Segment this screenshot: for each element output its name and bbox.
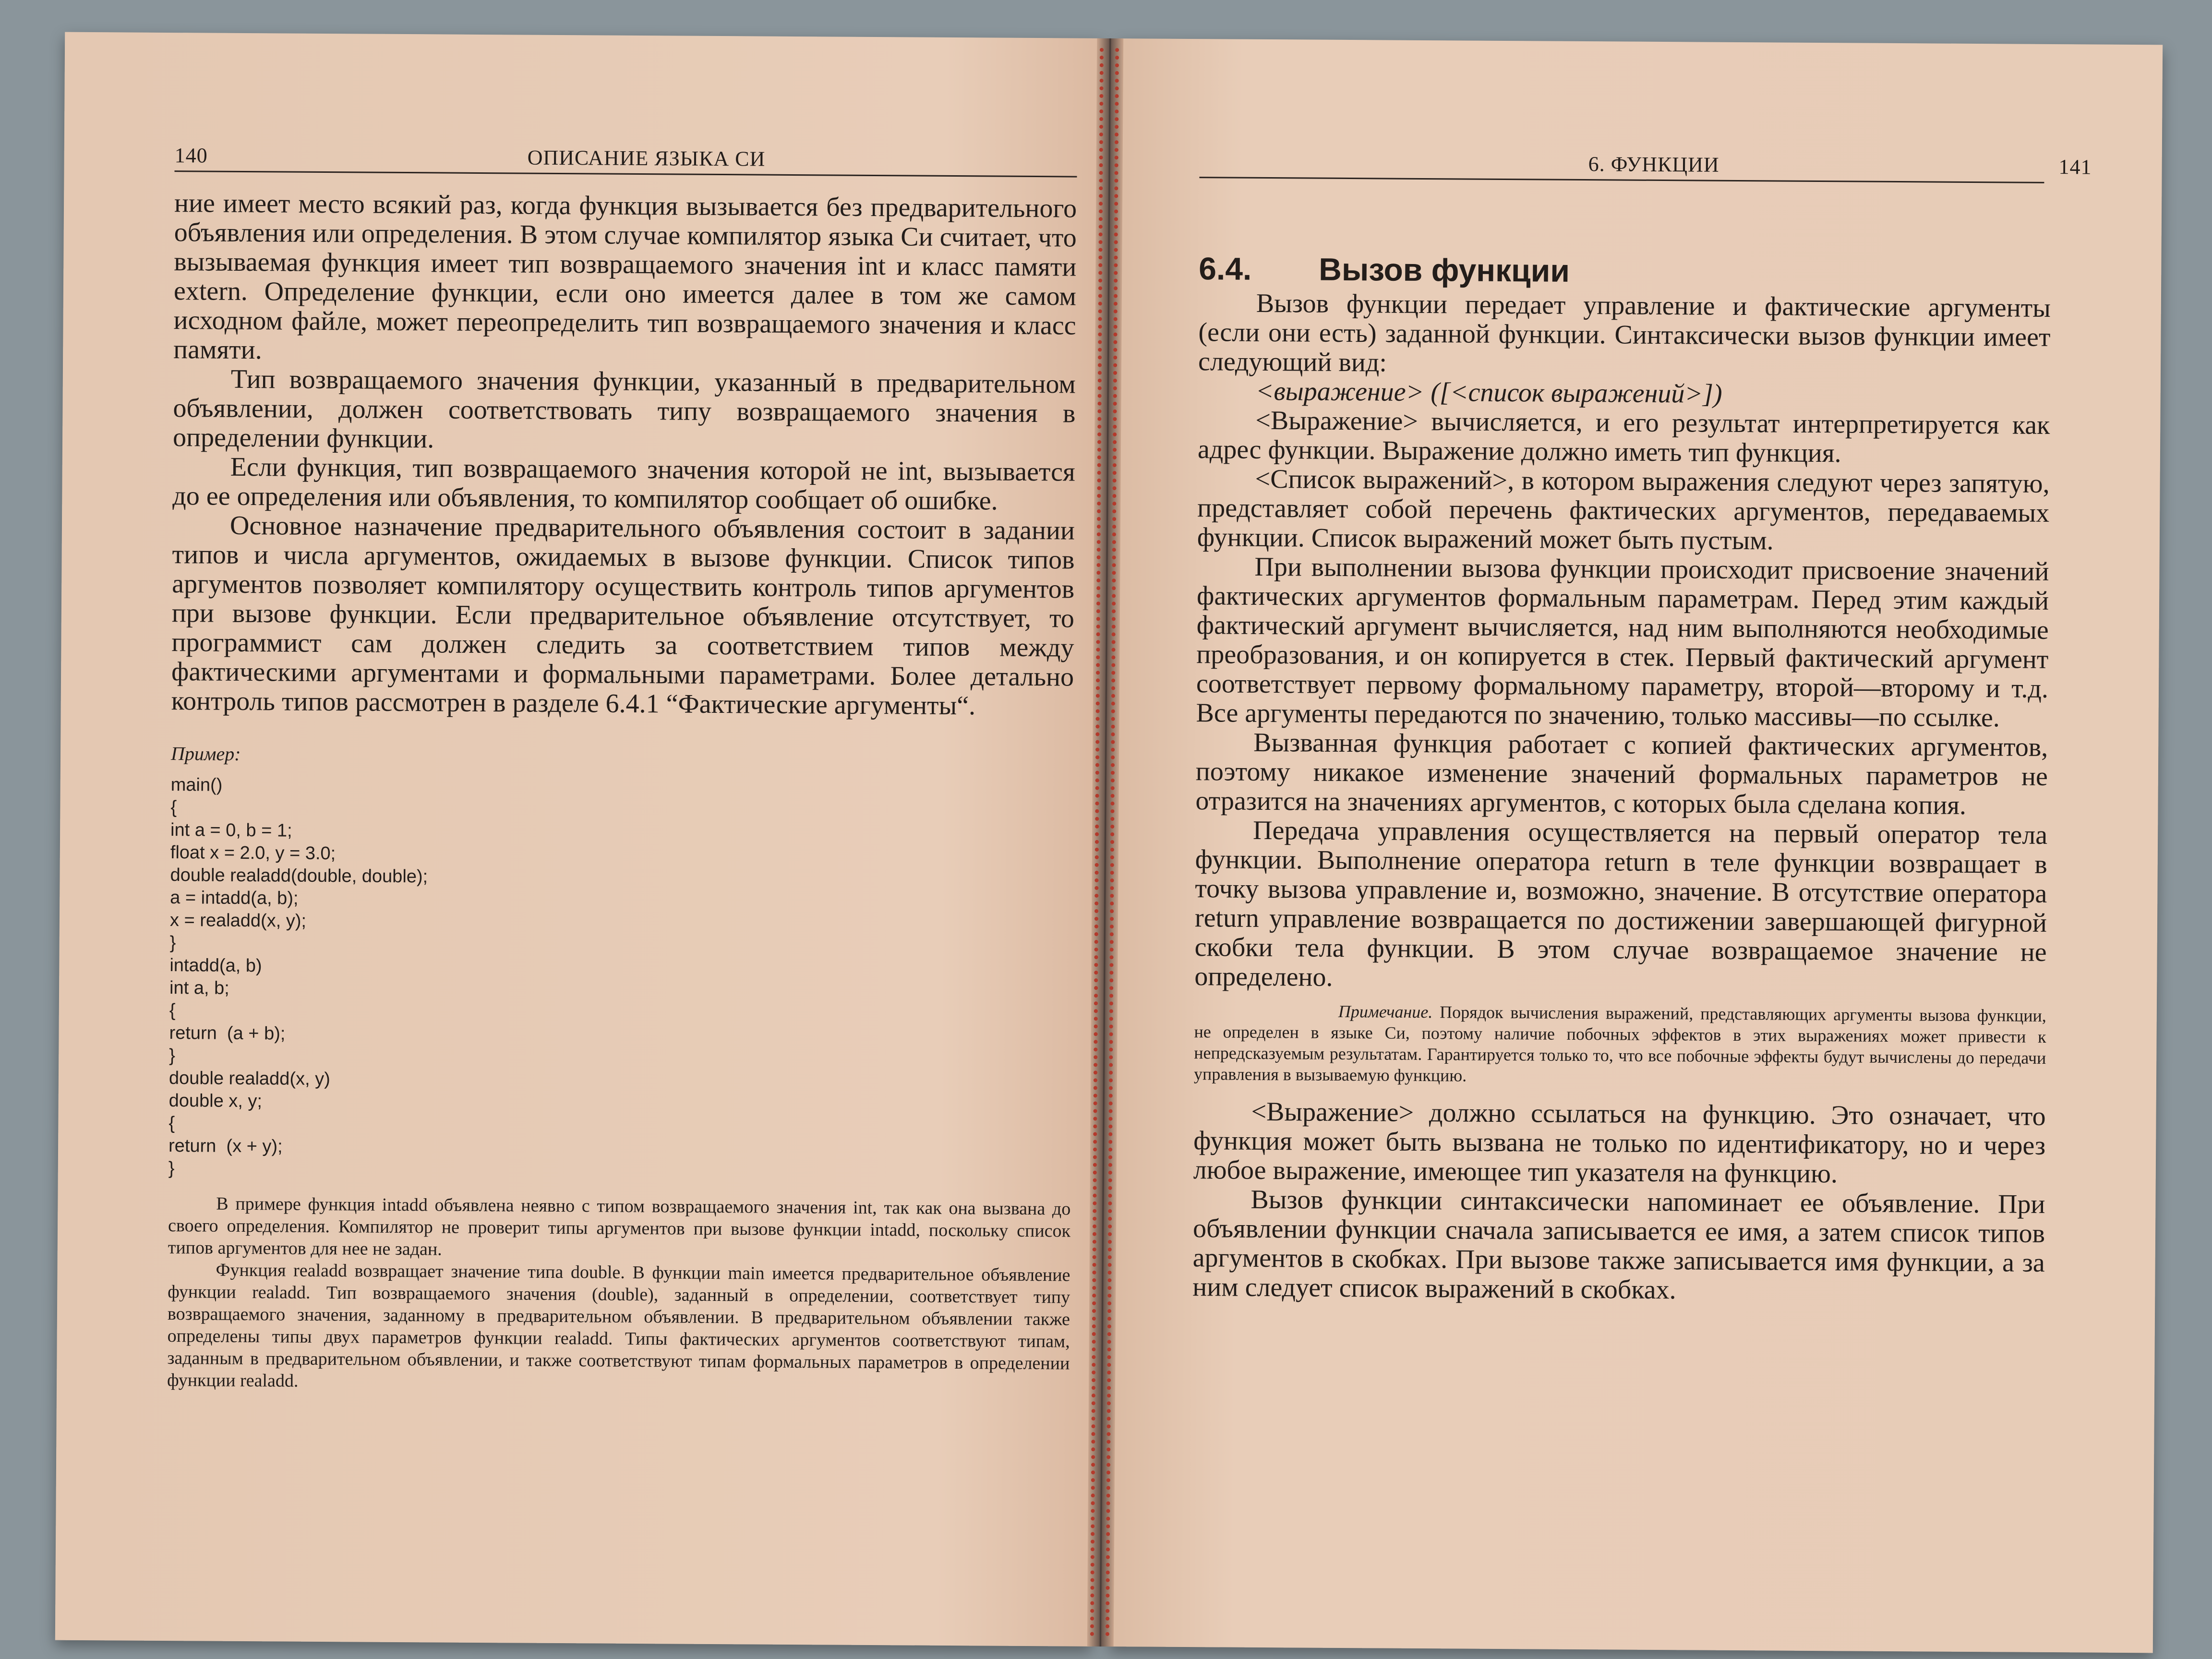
section-number: 6.4. xyxy=(1199,251,1252,287)
right-running-header: 6. ФУНКЦИИ xyxy=(1588,152,1719,177)
left-paragraph-1: ние имеет место всякий раз, когда функция вызывается без предварительного объявления или определения. В этом случае компилятор языка Си считает, что вызываемая функция имеет тип возвращаемого значения int и класс памяти extern. Определение функции, если оно имеется далее в том же самом исходном файле, может переопределить тип возвращаемого значения и класс памяти. xyxy=(173,188,1077,365)
explanation-paragraph-2: Функция realadd возвращает значение типа double. В функции main имеется предварительное объявление функции realadd. Тип возвращаемого значения (double), заданный в определении, соответствует типу возвращаемого значения, заданному в предварительном объявлении. В предварительном объявлении также определены типы двух параметров функции realadd. Типы фактических аргументов соответствуют типам, заданным в предварительном объявлении, и также соответствуют типам формальных параметров в определении функции realadd. xyxy=(167,1260,1070,1391)
section-title: Вызов функции xyxy=(1319,251,1570,289)
right-paragraph-3: При выполнении вызова функции происходит присвоение значений фактических аргументов формальным параметрам. Перед этим каждый фактический аргумент вычисляется, над ним выполняются необходимые преобразования, и он копируется в стек. Первый фактический аргумент соответствует первому формальному параметру, второй—второму и т.д. Все аргументы передаются по значению, только массивы—по ссылке. xyxy=(1196,552,2049,733)
note-text: Порядок вычисления выражений, представляющих аргументы вызова функции, не определен в языке Си, поэтому наличие побочных эффектов в этих выражениях может привести к непредсказуемым результатам. Гарантируется только то, что все побочные эффекты будут вычислены до передачи управления в вызываемую функцию. xyxy=(1193,1002,2046,1085)
right-page xyxy=(1109,38,2163,1653)
book-spread xyxy=(55,32,2163,1653)
left-text-block xyxy=(167,189,1077,1396)
note-block xyxy=(1194,1000,2046,1090)
code-example: main() { int a = 0, b = 1; float x = 2.0, y = 3.0; double realadd(double, double); a = intadd(a, b); x = realadd(x, y); } intadd(a, b) int a, b; { return (a + b); } double realadd(x, y) double x, y; { return (x + y); } xyxy=(168,775,428,1179)
right-paragraph-2: <Список выражений>, в котором выражения следуют через запятую, представляет собой перечень фактических аргументов, передаваемых функции. Список выражений может быть пустым. xyxy=(1197,464,2050,556)
example-label: Пример: xyxy=(170,743,241,765)
note-label: Примечание. xyxy=(1338,1001,1433,1022)
left-paragraph-2: Тип возвращаемого значения функции, указанный в предварительном объявлении, должен соответствовать типу возвращаемого значения в определении функции. xyxy=(172,364,1076,454)
explanation-paragraph-1: В примере функция intadd объявлена неявно с типом возвращаемого значения int, так как она вызвана до своего определения. Компилятор не проверит типы аргументов при вызове функции intadd, поскольку список типов аргументов для нее не задан. xyxy=(168,1193,1071,1260)
right-page-number: 141 xyxy=(2058,155,2092,179)
right-header-rule xyxy=(1199,177,2044,183)
right-paragraph-5: Передача управления осуществляется на первый оператор тела функции. Выполнение оператора return в теле функции возвращает в точку вызова управление и, возможно, значение. В отсутствие оператора return управление возвращается по достижении завершающей фигурной скобки тела функции. В этом случае возвращаемое значение не определено. xyxy=(1194,815,2048,992)
left-running-header: ОПИСАНИЕ ЯЗЫКА СИ xyxy=(527,145,766,171)
left-page-number: 140 xyxy=(174,144,208,168)
left-page xyxy=(55,32,1102,1647)
intro-paragraph: Вызов функции передает управление и фактические аргументы (если они есть) заданной функции. Синтаксически вызов функции имеет следующий вид: xyxy=(1198,288,2051,378)
right-paragraph-4: Вызванная функция работает с копией фактических аргументов, поэтому никакое изменение значений формальных параметров не отразится на значениях аргументов, с которых была сделана копия. xyxy=(1195,727,2048,820)
left-paragraph-4: Основное назначение предварительного объявления состоит в задании типов и числа аргументов, ожидаемых в вызове функции. Список типов аргументов позволяет компилятору осуществить контроль типов аргументов при вызове функции. Если предварительное объявление отсутствует, то программист сам должен следить за соответствием типов между фактическими аргументами и формальными параметрами. Более детально контроль типов рассмотрен в разделе 6.4.1 “Фактические аргументы“. xyxy=(171,510,1075,721)
right-text-block xyxy=(1192,289,2051,1307)
right-paragraph-6: <Выражение> должно ссылаться на функцию. Это означает, что функция может быть вызвана не только по идентификатору, но и через любое выражение, имеющее тип указателя на функцию. xyxy=(1193,1096,2046,1189)
left-header-rule xyxy=(174,170,1077,177)
call-syntax: <выражение> ([<список выражений>]) xyxy=(1255,376,1722,409)
right-paragraph-1: <Выражение> вычисляется, и его результат интерпретируется как адрес функции. Выражение должно иметь тип функция. xyxy=(1197,405,2050,469)
left-paragraph-3: Если функция, тип возвращаемого значения которой не int, вызывается до ее определения или объявления, то компилятор сообщает об ошибке. xyxy=(172,452,1075,516)
example-explanation xyxy=(167,1192,1070,1396)
right-paragraph-7: Вызов функции синтаксически напоминает ее объявление. При объявлении функции сначала записывается ее имя, а затем список типов аргументов в скобках. При вызове также записывается имя функции, а за ним следует список выражений в скобках. xyxy=(1192,1184,2045,1305)
